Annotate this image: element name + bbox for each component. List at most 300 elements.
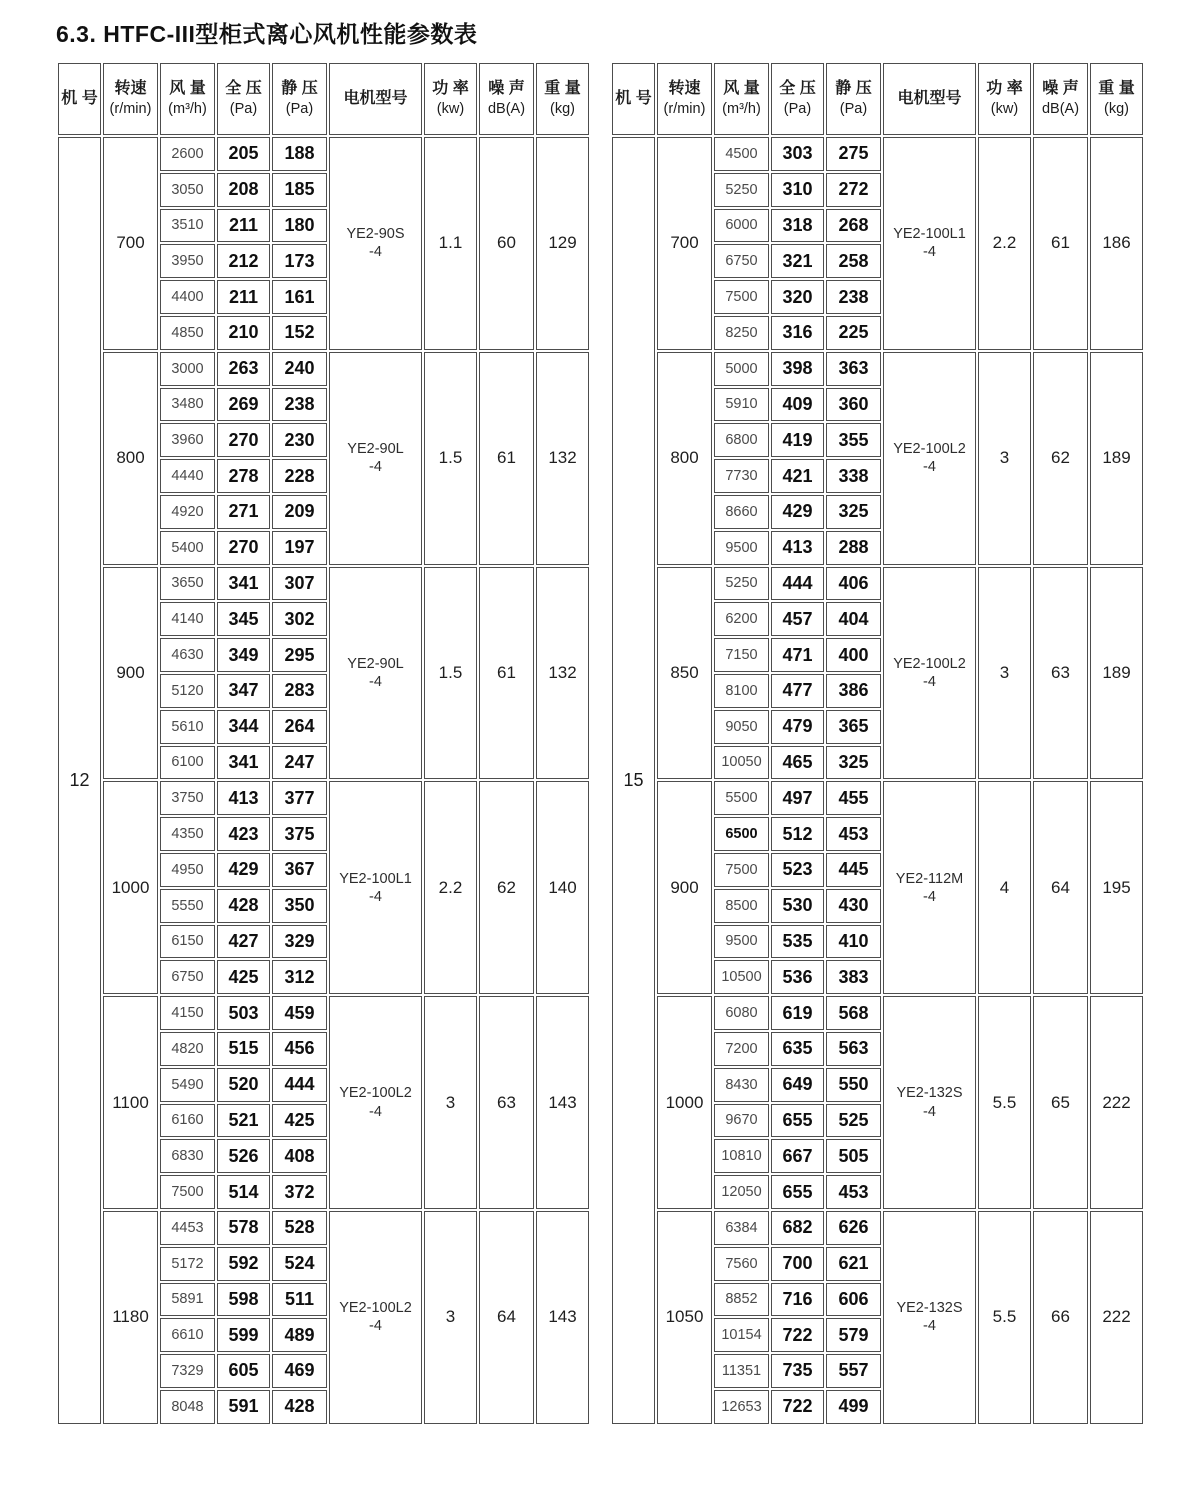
- flow-cell: [714, 531, 769, 565]
- motor-model-line2: -4: [923, 459, 936, 476]
- flow-cell: [160, 1283, 215, 1317]
- total-pressure-cell: 427: [217, 925, 270, 959]
- header-flow-unit: (m³/h): [168, 100, 207, 117]
- motor-model-line2: -4: [369, 459, 382, 476]
- motor-model-line1: YE2-90S: [346, 226, 405, 243]
- flow-cell: [714, 602, 769, 636]
- weight-cell: 132: [536, 567, 589, 780]
- flow-cell: [714, 459, 769, 493]
- flow-value: 6830: [171, 1148, 204, 1165]
- total-pressure-cell: 530: [771, 889, 824, 923]
- total-pressure-cell: 457: [771, 602, 824, 636]
- flow-value: 4950: [171, 861, 204, 878]
- flow-cell: [714, 746, 769, 780]
- weight-cell: 222: [1090, 1211, 1143, 1424]
- flow-value: 7560: [725, 1255, 758, 1272]
- total-pressure-cell: 512: [771, 817, 824, 851]
- flow-value: 6160: [171, 1112, 204, 1129]
- table-row: [612, 996, 1143, 1030]
- total-pressure-cell: 722: [771, 1318, 824, 1352]
- table-row: [612, 1211, 1143, 1245]
- header-power-unit: (kw): [436, 100, 465, 117]
- total-pressure-cell: 344: [217, 710, 270, 744]
- flow-cell: [160, 567, 215, 601]
- total-pressure-cell: 316: [771, 316, 824, 350]
- flow-cell: [714, 1104, 769, 1138]
- noise-cell: 60: [479, 137, 534, 350]
- flow-value: 5172: [171, 1255, 204, 1272]
- header-weight-unit: (kg): [550, 100, 575, 117]
- static-pressure-cell: 338: [826, 459, 881, 493]
- flow-value: 3750: [171, 790, 204, 807]
- flow-cell: [714, 352, 769, 386]
- static-pressure-cell: 406: [826, 567, 881, 601]
- machine-no-cell: 15: [612, 137, 655, 1424]
- total-pressure-cell: 503: [217, 996, 270, 1030]
- total-pressure-cell: 619: [771, 996, 824, 1030]
- header-total-pressure-unit: (Pa): [229, 100, 258, 117]
- flow-cell: [160, 1139, 215, 1173]
- static-pressure-cell: 312: [272, 960, 327, 994]
- total-pressure-cell: 409: [771, 388, 824, 422]
- flow-cell: [714, 638, 769, 672]
- motor-model-cell: [329, 567, 422, 780]
- flow-cell: [160, 1318, 215, 1352]
- flow-value: 4920: [171, 503, 204, 520]
- flow-cell: [160, 710, 215, 744]
- static-pressure-cell: 307: [272, 567, 327, 601]
- static-pressure-cell: 386: [826, 674, 881, 708]
- static-pressure-cell: 557: [826, 1354, 881, 1388]
- speed-cell: 1100: [103, 996, 158, 1209]
- static-pressure-cell: 264: [272, 710, 327, 744]
- flow-cell: [160, 817, 215, 851]
- flow-value: 5400: [171, 539, 204, 556]
- total-pressure-cell: 398: [771, 352, 824, 386]
- static-pressure-cell: 400: [826, 638, 881, 672]
- flow-cell: [714, 1032, 769, 1066]
- total-pressure-cell: 425: [217, 960, 270, 994]
- speed-cell: 900: [657, 781, 712, 994]
- total-pressure-cell: 212: [217, 244, 270, 278]
- flow-value: 6200: [725, 611, 758, 628]
- flow-value: 6080: [725, 1005, 758, 1022]
- weight-cell: 129: [536, 137, 589, 350]
- static-pressure-cell: 499: [826, 1390, 881, 1424]
- static-pressure-cell: 383: [826, 960, 881, 994]
- power-cell: 3: [978, 352, 1031, 565]
- power-cell: 1.5: [424, 567, 477, 780]
- noise-cell: 65: [1033, 996, 1088, 1209]
- flow-value: 5910: [725, 396, 758, 413]
- flow-cell: [160, 1247, 215, 1281]
- flow-cell: [714, 209, 769, 243]
- flow-value: 6500: [725, 826, 758, 843]
- speed-cell: 800: [657, 352, 712, 565]
- static-pressure-cell: 456: [272, 1032, 327, 1066]
- flow-cell: [714, 817, 769, 851]
- header-noise-unit: dB(A): [487, 100, 526, 117]
- total-pressure-cell: 599: [217, 1318, 270, 1352]
- total-pressure-cell: 471: [771, 638, 824, 672]
- motor-model-line1: YE2-132S: [896, 1300, 963, 1317]
- flow-cell: [160, 960, 215, 994]
- flow-value: 5490: [171, 1076, 204, 1093]
- flow-cell: [160, 781, 215, 815]
- flow-value: 2600: [171, 145, 204, 162]
- power-cell: 3: [424, 1211, 477, 1424]
- flow-cell: [714, 1068, 769, 1102]
- static-pressure-cell: 225: [826, 316, 881, 350]
- static-pressure-cell: 568: [826, 996, 881, 1030]
- flow-value: 7500: [171, 1184, 204, 1200]
- total-pressure-cell: 208: [217, 173, 270, 207]
- fan-table-machine-12: [56, 61, 591, 1426]
- static-pressure-cell: 511: [272, 1283, 327, 1317]
- flow-cell: [714, 1318, 769, 1352]
- header-weight-unit: (kg): [1104, 100, 1129, 117]
- noise-cell: 62: [1033, 352, 1088, 565]
- noise-cell: 61: [479, 567, 534, 780]
- total-pressure-cell: 465: [771, 746, 824, 780]
- flow-cell: [160, 352, 215, 386]
- static-pressure-cell: 329: [272, 925, 327, 959]
- total-pressure-cell: 520: [217, 1068, 270, 1102]
- static-pressure-cell: 365: [826, 710, 881, 744]
- flow-cell: [160, 674, 215, 708]
- flow-value: 6610: [171, 1327, 204, 1344]
- weight-cell: 143: [536, 1211, 589, 1424]
- header-speed-unit: (r/min): [663, 100, 706, 117]
- flow-value: 3950: [171, 253, 204, 270]
- flow-value: 5120: [171, 682, 204, 699]
- flow-cell: [714, 925, 769, 959]
- total-pressure-cell: 578: [217, 1211, 270, 1245]
- static-pressure-cell: 469: [272, 1354, 327, 1388]
- table-row: [58, 1211, 589, 1245]
- header-weight: 重 量 (kg): [1090, 63, 1143, 135]
- static-pressure-cell: 238: [272, 388, 327, 422]
- flow-value: 10154: [721, 1327, 762, 1344]
- power-cell: 1.1: [424, 137, 477, 350]
- flow-cell: [160, 1354, 215, 1388]
- total-pressure-cell: 655: [771, 1104, 824, 1138]
- noise-cell: 66: [1033, 1211, 1088, 1424]
- flow-cell: [160, 1211, 215, 1245]
- motor-model-line2: -4: [369, 244, 382, 261]
- static-pressure-cell: 528: [272, 1211, 327, 1245]
- static-pressure-cell: 372: [272, 1175, 327, 1209]
- static-pressure-cell: 238: [826, 280, 881, 314]
- flow-cell: [714, 137, 769, 171]
- total-pressure-cell: 271: [217, 495, 270, 529]
- header-noise-unit: dB(A): [1041, 100, 1080, 117]
- power-cell: 5.5: [978, 1211, 1031, 1424]
- static-pressure-cell: 268: [826, 209, 881, 243]
- flow-cell: [714, 244, 769, 278]
- motor-model-line2: -4: [369, 888, 382, 905]
- header-flow: 风 量 (m³/h): [160, 63, 215, 135]
- header-flow-unit: (m³/h): [722, 100, 761, 117]
- motor-model-cell: [329, 996, 422, 1209]
- total-pressure-cell: 423: [217, 817, 270, 851]
- header-machine-no: 机 号: [612, 63, 655, 135]
- flow-value: 8250: [725, 324, 758, 341]
- flow-cell: [160, 853, 215, 887]
- static-pressure-cell: 350: [272, 889, 327, 923]
- noise-cell: 61: [1033, 137, 1088, 350]
- flow-value: 3050: [171, 181, 204, 198]
- total-pressure-cell: 345: [217, 602, 270, 636]
- flow-value: 6800: [725, 432, 758, 449]
- speed-cell: 800: [103, 352, 158, 565]
- flow-cell: [714, 1354, 769, 1388]
- motor-model-line1: YE2-100L1: [893, 226, 966, 243]
- total-pressure-cell: 413: [771, 531, 824, 565]
- static-pressure-cell: 444: [272, 1068, 327, 1102]
- total-pressure-cell: 211: [217, 209, 270, 243]
- static-pressure-cell: 404: [826, 602, 881, 636]
- machine-no-cell: 12: [58, 137, 101, 1424]
- total-pressure-cell: 479: [771, 710, 824, 744]
- static-pressure-cell: 621: [826, 1247, 881, 1281]
- total-pressure-cell: 735: [771, 1354, 824, 1388]
- flow-value: 5250: [725, 575, 758, 592]
- flow-value: 5610: [171, 718, 204, 735]
- flow-cell: [714, 710, 769, 744]
- fan-table-machine-15: [610, 61, 1145, 1426]
- flow-cell: [160, 1068, 215, 1102]
- weight-cell: 186: [1090, 137, 1143, 350]
- static-pressure-cell: 445: [826, 853, 881, 887]
- power-cell: 1.5: [424, 352, 477, 565]
- flow-cell: [160, 173, 215, 207]
- flow-value: 12653: [721, 1398, 762, 1415]
- table-row: [58, 996, 589, 1030]
- flow-value: 8430: [725, 1076, 758, 1093]
- flow-value: 12050: [721, 1184, 762, 1200]
- table-row: [612, 137, 1143, 171]
- flow-value: 6100: [171, 754, 204, 771]
- header-row: [58, 63, 589, 135]
- flow-value: 4400: [171, 289, 204, 306]
- flow-cell: [714, 996, 769, 1030]
- flow-cell: [160, 1175, 215, 1209]
- total-pressure-cell: 523: [771, 853, 824, 887]
- motor-model-cell: [329, 781, 422, 994]
- static-pressure-cell: 228: [272, 459, 327, 493]
- header-motor-model: 电机型号: [329, 63, 422, 135]
- motor-model-line2: -4: [923, 888, 936, 905]
- table-row: [58, 567, 589, 601]
- flow-value: 6384: [725, 1219, 758, 1236]
- flow-value: 4630: [171, 647, 204, 664]
- flow-value: 6000: [725, 217, 758, 234]
- static-pressure-cell: 626: [826, 1211, 881, 1245]
- static-pressure-cell: 240: [272, 352, 327, 386]
- static-pressure-cell: 453: [826, 1175, 881, 1209]
- flow-value: 8048: [171, 1398, 204, 1415]
- static-pressure-cell: 209: [272, 495, 327, 529]
- weight-cell: 140: [536, 781, 589, 994]
- motor-model-line2: -4: [369, 1318, 382, 1335]
- total-pressure-cell: 349: [217, 638, 270, 672]
- static-pressure-cell: 525: [826, 1104, 881, 1138]
- flow-cell: [160, 209, 215, 243]
- motor-model-line1: YE2-100L2: [339, 1085, 412, 1102]
- flow-value: 5550: [171, 897, 204, 914]
- power-cell: 3: [978, 567, 1031, 780]
- total-pressure-cell: 514: [217, 1175, 270, 1209]
- total-pressure-cell: 270: [217, 531, 270, 565]
- total-pressure-cell: 318: [771, 209, 824, 243]
- total-pressure-cell: 320: [771, 280, 824, 314]
- total-pressure-cell: 667: [771, 1139, 824, 1173]
- total-pressure-cell: 211: [217, 280, 270, 314]
- noise-cell: 62: [479, 781, 534, 994]
- total-pressure-cell: 428: [217, 889, 270, 923]
- total-pressure-cell: 205: [217, 137, 270, 171]
- weight-cell: 132: [536, 352, 589, 565]
- flow-cell: [160, 316, 215, 350]
- static-pressure-cell: 325: [826, 495, 881, 529]
- speed-cell: 700: [103, 137, 158, 350]
- flow-value: 4500: [725, 145, 758, 162]
- flow-cell: [714, 889, 769, 923]
- table-row: [58, 137, 589, 171]
- motor-model-line2: -4: [923, 244, 936, 261]
- static-pressure-cell: 425: [272, 1104, 327, 1138]
- flow-value: 5500: [725, 790, 758, 807]
- total-pressure-cell: 419: [771, 423, 824, 457]
- static-pressure-cell: 453: [826, 817, 881, 851]
- static-pressure-cell: 360: [826, 388, 881, 422]
- motor-model-line1: YE2-100L1: [339, 870, 412, 887]
- noise-cell: 61: [479, 352, 534, 565]
- power-cell: 4: [978, 781, 1031, 994]
- flow-value: 9670: [725, 1112, 758, 1129]
- static-pressure-cell: 258: [826, 244, 881, 278]
- total-pressure-cell: 526: [217, 1139, 270, 1173]
- speed-cell: 1180: [103, 1211, 158, 1424]
- static-pressure-cell: 408: [272, 1139, 327, 1173]
- flow-value: 11351: [721, 1362, 762, 1379]
- header-motor-model: 电机型号: [883, 63, 976, 135]
- table-row: [58, 352, 589, 386]
- header-speed: 转速 (r/min): [103, 63, 158, 135]
- total-pressure-cell: 347: [217, 674, 270, 708]
- total-pressure-cell: 263: [217, 352, 270, 386]
- total-pressure-cell: 605: [217, 1354, 270, 1388]
- flow-cell: [160, 531, 215, 565]
- flow-cell: [160, 1390, 215, 1424]
- flow-value: 5250: [725, 181, 758, 198]
- header-speed: 转速 (r/min): [657, 63, 712, 135]
- table-row: [612, 567, 1143, 601]
- flow-cell: [160, 495, 215, 529]
- header-flow: 风 量 (m³/h): [714, 63, 769, 135]
- motor-model-line2: -4: [369, 1103, 382, 1120]
- static-pressure-cell: 550: [826, 1068, 881, 1102]
- static-pressure-cell: 275: [826, 137, 881, 171]
- header-total-pressure: 全 压 (Pa): [217, 63, 270, 135]
- total-pressure-cell: 269: [217, 388, 270, 422]
- speed-cell: 1000: [103, 781, 158, 994]
- static-pressure-cell: 288: [826, 531, 881, 565]
- flow-cell: [714, 1175, 769, 1209]
- static-pressure-cell: 272: [826, 173, 881, 207]
- motor-model-line2: -4: [923, 673, 936, 690]
- total-pressure-cell: 535: [771, 925, 824, 959]
- static-pressure-cell: 188: [272, 137, 327, 171]
- motor-model-cell: [883, 1211, 976, 1424]
- total-pressure-cell: 429: [771, 495, 824, 529]
- total-pressure-cell: 341: [217, 746, 270, 780]
- total-pressure-cell: 310: [771, 173, 824, 207]
- header-power-unit: (kw): [990, 100, 1019, 117]
- flow-cell: [160, 244, 215, 278]
- weight-cell: 143: [536, 996, 589, 1209]
- flow-value: 3960: [171, 432, 204, 449]
- flow-cell: [714, 674, 769, 708]
- table-row: [58, 781, 589, 815]
- flow-cell: [714, 1390, 769, 1424]
- motor-model-line1: YE2-112M: [895, 870, 964, 887]
- flow-value: 7329: [171, 1362, 204, 1379]
- total-pressure-cell: 278: [217, 459, 270, 493]
- static-pressure-cell: 505: [826, 1139, 881, 1173]
- static-pressure-cell: 247: [272, 746, 327, 780]
- flow-value: 7730: [725, 468, 758, 485]
- static-pressure-cell: 489: [272, 1318, 327, 1352]
- motor-model-line1: YE2-90L: [347, 655, 404, 672]
- total-pressure-cell: 598: [217, 1283, 270, 1317]
- flow-cell: [714, 316, 769, 350]
- flow-cell: [160, 638, 215, 672]
- header-noise: 噪 声 dB(A): [479, 63, 534, 135]
- static-pressure-cell: 428: [272, 1390, 327, 1424]
- flow-cell: [714, 1139, 769, 1173]
- flow-cell: [160, 388, 215, 422]
- header-power: 功 率 (kw): [424, 63, 477, 135]
- total-pressure-cell: 592: [217, 1247, 270, 1281]
- weight-cell: 189: [1090, 352, 1143, 565]
- total-pressure-cell: 421: [771, 459, 824, 493]
- motor-model-line2: -4: [923, 1103, 936, 1120]
- flow-cell: [714, 423, 769, 457]
- static-pressure-cell: 185: [272, 173, 327, 207]
- static-pressure-cell: 375: [272, 817, 327, 851]
- static-pressure-cell: 367: [272, 853, 327, 887]
- header-total-pressure-unit: (Pa): [783, 100, 812, 117]
- static-pressure-cell: 230: [272, 423, 327, 457]
- page-title: 6.3. HTFC-III型柜式离心风机性能参数表: [56, 21, 478, 47]
- motor-model-line1: YE2-100L2: [893, 441, 966, 458]
- noise-cell: 63: [1033, 567, 1088, 780]
- flow-value: 8852: [725, 1291, 758, 1308]
- static-pressure-cell: 295: [272, 638, 327, 672]
- flow-cell: [714, 567, 769, 601]
- total-pressure-cell: 716: [771, 1283, 824, 1317]
- flow-cell: [160, 1104, 215, 1138]
- flow-cell: [714, 1211, 769, 1245]
- flow-value: 3510: [171, 217, 204, 234]
- motor-model-cell: [883, 352, 976, 565]
- total-pressure-cell: 635: [771, 1032, 824, 1066]
- flow-cell: [714, 853, 769, 887]
- flow-value: 6150: [171, 933, 204, 950]
- flow-cell: [714, 495, 769, 529]
